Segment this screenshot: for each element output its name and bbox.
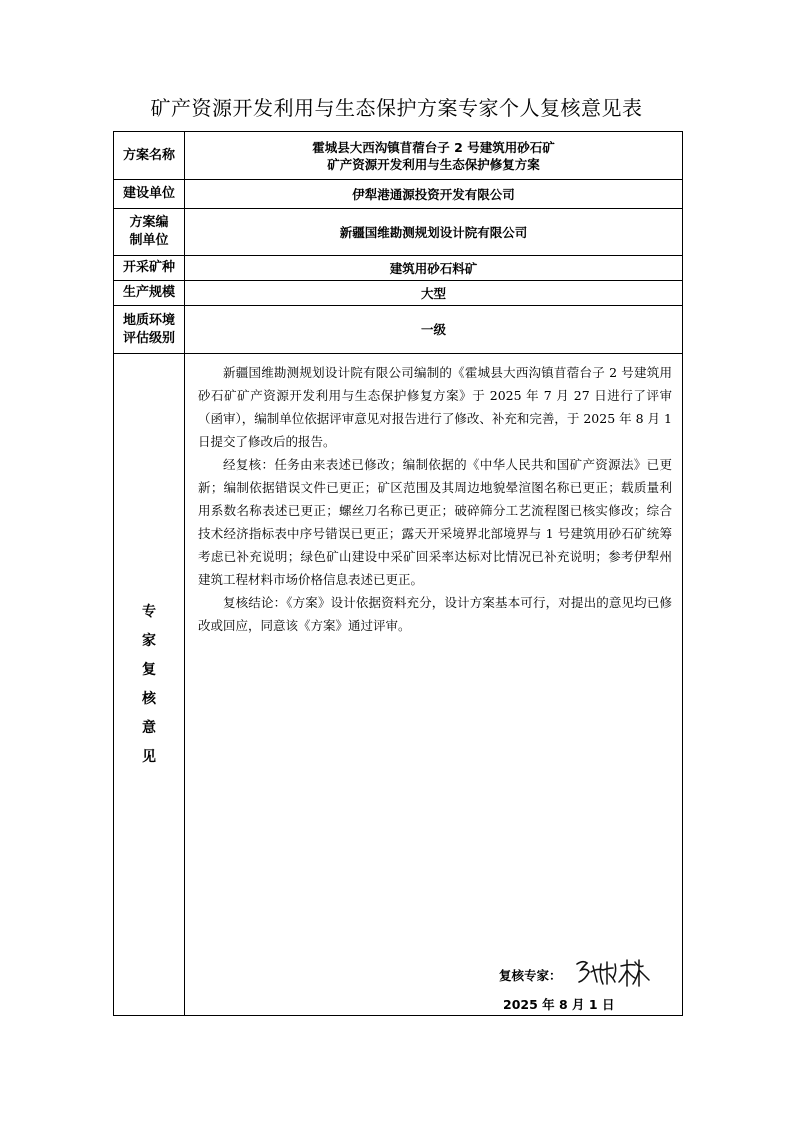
compiler-row <box>114 209 683 256</box>
plan-name-line-2: 矿产资源开发利用与生态保护修复方案 <box>327 156 540 172</box>
opinion-label <box>114 354 185 1016</box>
mineral-row <box>114 256 683 281</box>
opinion-row <box>114 354 683 1016</box>
geo-label-line-1: 地质环境 <box>122 312 175 328</box>
opinion-label-char: 核 <box>142 690 156 707</box>
geo-value: 一级 <box>185 306 683 354</box>
geo-label-line-2: 评估级别 <box>122 330 175 346</box>
geo-row <box>114 306 683 354</box>
geo-label <box>114 306 185 354</box>
plan-name-value <box>185 132 683 180</box>
mineral-value: 建筑用砂石料矿 <box>185 256 683 281</box>
compiler-label-line-2: 制单位 <box>129 233 169 248</box>
opinion-paragraph: 经复核：任务由来表述已修改；编制依据的《中华人民共和国矿产资源法》已更新；编制依据错误文件已更正；矿区范围及其周边地貌晕渲图名称已更正；载质量利用系数名称表述已更正；螺丝刀名称已更正；破碎筛分工艺流程图已核实修改；综合技术经济指标表中序号错误已更正；露天开采境界北部境界与 1 号建筑用砂石矿统筹考虑已补充说明；绿色矿山建设中采矿回采率达标对比情况已补充说明；参考伊犁州建筑工程材料市场价格信息表述已更正。 <box>198 457 672 587</box>
scale-label: 生产规模 <box>114 281 185 306</box>
opinion-paragraph: 复核结论：《方案》设计依据资料充分，设计方案基本可行，对提出的意见均已修改或回应，同意该《方案》通过评审。 <box>198 595 672 633</box>
opinion-label-char: 见 <box>142 748 156 765</box>
opinion-label-char: 专 <box>142 603 156 620</box>
compiler-label <box>114 209 185 256</box>
opinion-paragraph: 新疆国维勘测规划设计院有限公司编制的《霍城县大西沟镇苜蓿台子 2 号建筑用砂石矿矿产资源开发利用与生态保护修复方案》于 2025 年 7 月 27 日进行了评审（函审），编制单位依据评审意见对报告进行了修改、补充和完善，于 2025 年 8 月 1 日提交了修改后的报告。 <box>198 365 672 449</box>
handwritten-signature <box>573 956 653 990</box>
document-title: 矿产资源开发利用与生态保护方案专家个人复核意见表 <box>150 96 643 120</box>
opinion-label-char: 复 <box>142 661 156 678</box>
plan-name-row <box>114 132 683 180</box>
builder-value: 伊犁港通源投资开发有限公司 <box>185 180 683 209</box>
builder-row <box>114 180 683 209</box>
mineral-label: 开采矿种 <box>114 256 185 281</box>
builder-label: 建设单位 <box>114 180 185 209</box>
opinion-content <box>185 354 683 1016</box>
review-form-table <box>113 131 683 1016</box>
plan-name-label: 方案名称 <box>114 132 185 180</box>
sign-date: 2025 年 8 月 1 日 <box>503 997 615 1012</box>
signature-block <box>499 956 699 1016</box>
signer-label: 复核专家： <box>499 968 562 983</box>
scale-value: 大型 <box>185 281 683 306</box>
plan-name-line-1: 霍城县大西沟镇苜蓿台子 2 号建筑用砂石矿 <box>312 139 555 155</box>
opinion-label-char: 家 <box>142 632 156 649</box>
scale-row <box>114 281 683 306</box>
compiler-label-line-1: 方案编 <box>129 215 169 230</box>
compiler-value: 新疆国维勘测规划设计院有限公司 <box>185 209 683 256</box>
opinion-label-char: 意 <box>142 719 156 736</box>
